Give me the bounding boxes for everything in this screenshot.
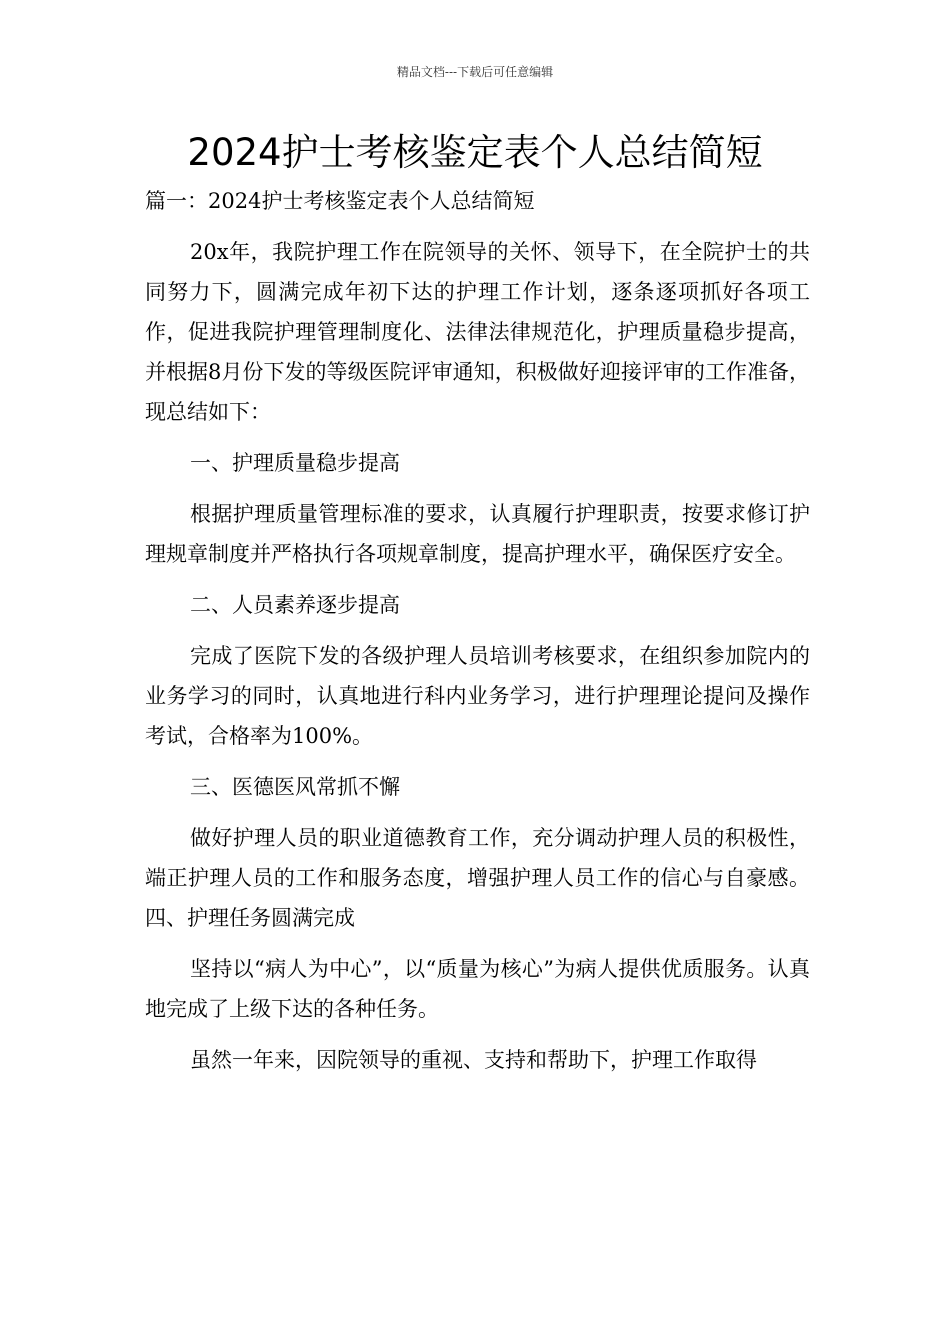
paragraph-training: 完成了医院下发的各级护理人员培训考核要求，在组织参加院内的业务学习的同时，认真地进行科内业务学习，进行护理理论提问及操作考试，合格率为100%。	[145, 644, 810, 748]
paragraph-quality: 根据护理质量管理标准的要求，认真履行护理职责，按要求修订护理规章制度并严格执行各项规章制度，提高护理水平，确保医疗安全。	[145, 502, 810, 566]
header-note: 精品文档---下载后可任意编辑	[396, 65, 554, 79]
paragraph-intro: 20x年，我院护理工作在院领导的关怀、领导下，在全院护士的共同努力下，圆满完成年初下达的护理工作计划，逐条逐项抓好各项工作，促进我院护理管理制度化、法律法律规范化，护理质量稳步提高，并根据8月份下发的等级医院评审通知，积极做好迎接评审的工作准备，现总结如下：	[145, 240, 810, 424]
document-title: 2024护士考核鉴定表个人总结简短	[187, 131, 763, 174]
section-heading-1: 一、护理质量稳步提高	[190, 451, 400, 475]
document-body	[145, 181, 810, 1091]
paragraph-ethics: 做好护理人员的职业道德教育工作，充分调动护理人员的积极性，端正护理人员的工作和服务态度，增强护理人员工作的信心与自豪感。四、护理任务圆满完成	[145, 826, 810, 930]
paragraph-closing: 虽然一年来，因院领导的重视、支持和帮助下，护理工作取得	[190, 1048, 757, 1072]
paragraph-tasks: 坚持以“病人为中心”，以“质量为核心”为病人提供优质服务。认真地完成了上级下达的各种任务。	[145, 957, 810, 1021]
section-subtitle: 篇一：2024护士考核鉴定表个人总结简短	[145, 189, 535, 213]
section-heading-3: 三、医德医风常抓不懈	[190, 775, 400, 799]
section-heading-2: 二、人员素养逐步提高	[190, 593, 400, 617]
